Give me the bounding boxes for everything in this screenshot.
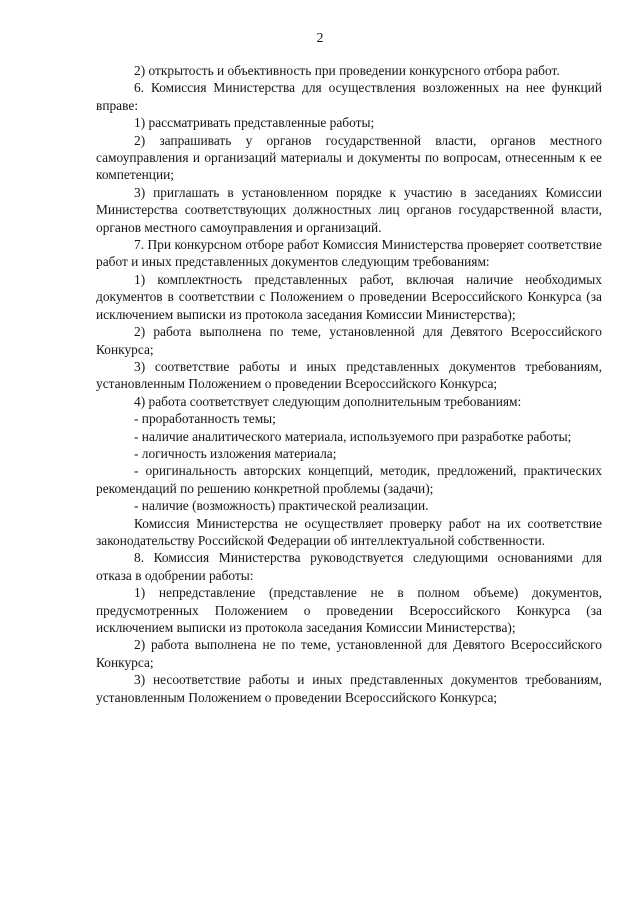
paragraph-7-item-2: 2) работа выполнена по теме, установленной для Девятого Всероссийского Конкурса; (96, 324, 602, 357)
document-body (96, 62, 602, 706)
paragraph-requirement-logic: - логичность изложения материала; (134, 445, 337, 461)
paragraph-6-item-1: 1) рассматривать представленные работы; (134, 115, 375, 131)
paragraph-ip-note: Комиссия Министерства не осуществляет проверку работ на их соответствие законодательству Российской Федерации об интеллектуальной собственности. (96, 515, 602, 548)
paragraph-requirement-analytics: - наличие аналитического материала, используемого при разработке работы; (134, 428, 572, 444)
paragraph-6-item-3: 3) приглашать в установленном порядке к участию в заседаниях Комиссии Министерства соответствующих должностных лиц органов государственной власти, органов местного самоуправления и организаций. (96, 184, 602, 235)
page-number: 2 (316, 31, 324, 46)
paragraph-section-8: 8. Комиссия Министерства руководствуется следующими основаниями для отказа в одобрении работы: (96, 550, 602, 583)
paragraph-7-item-3: 3) соответствие работы и иных представленных документов требованиям, установленным Положением о проведении Всероссийского Конкурса; (96, 358, 602, 392)
paragraph-requirement-originality: - оригинальность авторских концепций, методик, предложений, практических рекомендаций по решению конкретной проблемы (задачи); (96, 463, 602, 496)
paragraph-section-7: 7. При конкурсном отборе работ Комиссия Министерства проверяет соответствие работ и иных представленных документов следующим требованиям: (96, 237, 602, 270)
paragraph-6-item-2: 2) запрашивать у органов государственной власти, органов местного самоуправления и организаций материалы и документы по вопросам, отнесенным к ее компетенции; (96, 132, 602, 183)
paragraph-8-item-3: 3) несоответствие работы и иных представленных документов требованиям, установленным Положением о проведении Всероссийского Конкурса; (96, 672, 602, 705)
paragraph-requirement-topic: - проработанность темы; (134, 411, 276, 427)
paragraph-requirement-practical: - наличие (возможность) практической реализации. (134, 498, 429, 514)
paragraph-8-item-1: 1) непредставление (представление не в полном объеме) документов, предусмотренных Положением о проведении Всероссийского Конкурса (за исключением выписки из протокола заседания Комиссии Министерства); (96, 585, 602, 635)
paragraph-section-6: 6. Комиссия Министерства для осуществления возложенных на нее функций вправе: (96, 80, 602, 113)
paragraph-8-item-2: 2) работа выполнена не по теме, установленной для Девятого Всероссийского Конкурса; (96, 637, 602, 670)
paragraph-item-2-openness: 2) открытость и объективность при проведении конкурсного отбора работ. (134, 63, 560, 78)
paragraph-7-item-1: 1) комплектность представленных работ, включая наличие необходимых документов в соответствии с Положением о проведении Всероссийского Конкурса (за исключением выписки из протокола заседания Комиссии Министерства); (96, 271, 602, 322)
paragraph-7-item-4: 4) работа соответствует следующим дополнительным требованиям: (134, 393, 522, 409)
